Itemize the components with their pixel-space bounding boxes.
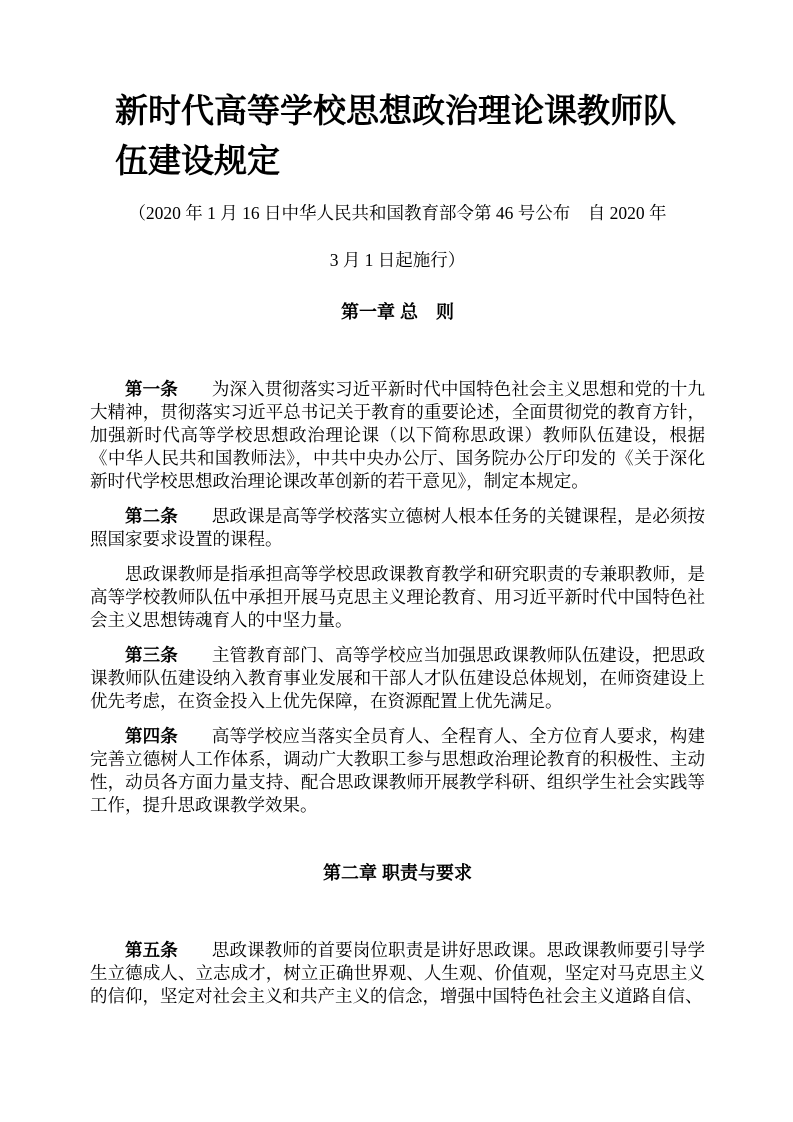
article-2-text: 思政课是高等学校落实立德树人根本任务的关键课程，是必须按照国家要求设置的课程。 [90, 506, 706, 549]
article-4-text: 高等学校应当落实全员育人、全程育人、全方位育人要求，构建完善立德树人工作体系，调动广大教职工参与思想政治理论教育的积极性、主动性，动员各方面力量支持、配合思政课教师开展教学科研、组织学生社会实践等工作，提升思政课教学效果。 [90, 726, 706, 815]
subtitle-line-2: 3 月 1 日起施行） [329, 250, 466, 270]
article-4-number: 第四条 [125, 726, 178, 746]
article-1-paragraph [90, 378, 705, 493]
chapter-1-heading: 第一章 总 则 [340, 302, 454, 322]
article-5-paragraph [90, 939, 705, 1008]
article-2-continuation-text: 思政课教师是指承担高等学校思政课教育教学和研究职责的专兼职教师，是高等学校教师队伍中承担开展马克思主义理论教育、用习近平新时代中国特色社会主义思想铸魂育人的中坚力量。 [90, 564, 705, 630]
article-3-text: 主管教育部门、高等学校应当加强思政课教师队伍建设，把思政课教师队伍建设纳入教育事业发展和干部人才队伍建设总体规划，在师资建设上优先考虑，在资金投入上优先保障，在资源配置上优先满足。 [90, 645, 706, 711]
article-1-text: 为深入贯彻落实习近平新时代中国特色社会主义思想和党的十九大精神，贯彻落实习近平总书记关于教育的重要论述，全面贯彻党的教育方针，加强新时代高等学校思想政治理论课（以下简称思政课）教师队伍建设，根据《中华人民共和国教师法》，中共中央办公厅、国务院办公厅印发的《关于深化新时代学校思想政治理论课改革创新的若干意见》，制定本规定。 [90, 379, 706, 491]
article-3-paragraph [90, 644, 705, 713]
article-5-text: 思政课教师的首要岗位职责是讲好思政课。思政课教师要引导学生立德成人、立志成才，树立正确世界观、人生观、价值观，坚定对马克思主义的信仰，坚定对社会主义和共产主义的信念，增强中国特色社会主义道路自信、 [90, 940, 706, 1006]
chapter-1 [90, 300, 705, 817]
subtitle-line-1: （2020 年 1 月 16 日中华人民共和国教育部令第 46 号公布 自 2020 年 [128, 203, 667, 223]
article-4-paragraph [90, 725, 705, 817]
article-2-paragraph [90, 505, 705, 551]
chapter-2-heading: 第二章 职责与要求 [322, 863, 472, 883]
document-subtitle [90, 190, 705, 284]
article-5-number: 第五条 [125, 940, 178, 960]
article-2-continuation-paragraph [90, 563, 705, 632]
article-3-number: 第三条 [125, 645, 178, 665]
document-title: 新时代高等学校思想政治理论课教师队伍建设规定 [115, 94, 676, 180]
chapter-2 [90, 861, 705, 1008]
article-1-number: 第一条 [125, 379, 178, 399]
article-2-number: 第二条 [125, 506, 178, 526]
